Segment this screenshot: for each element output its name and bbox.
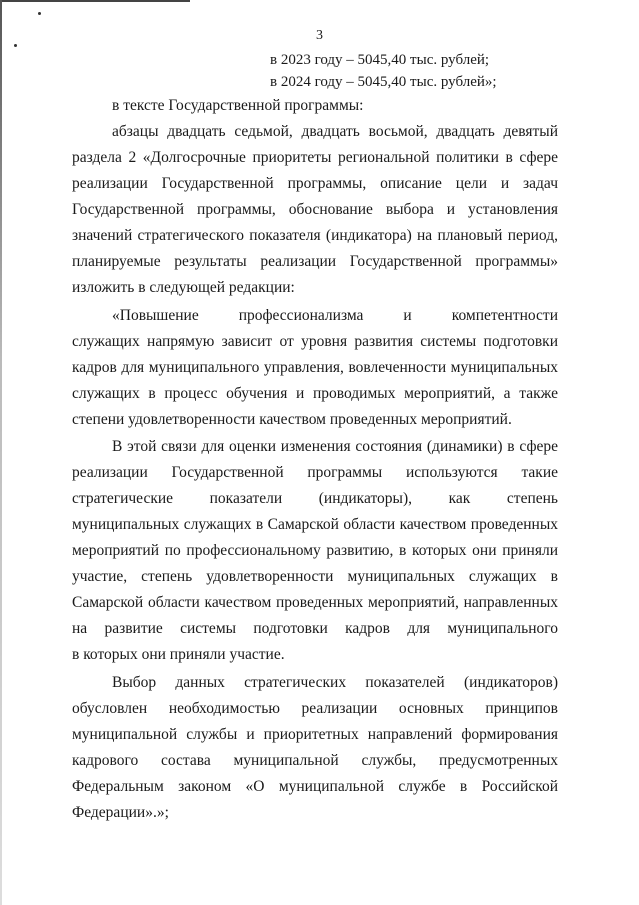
text-line: служащих напрямую зависит от уровня развития системы подготовки [72,333,558,350]
page-number: 3 [316,28,323,43]
text-line: в которых они приняли участие. [72,646,285,663]
scan-artifact-dot [38,12,41,15]
text-line: участие, степень удовлетворенности муниципальных служащих в [72,568,558,585]
text-line: «Повышение профессионализма и компетентности [112,307,558,324]
budget-amount-2023: в 2023 году – 5045,40 тыс. рублей; [270,52,490,68]
text-line: Самарской области качеством проведенных мероприятий, направленных [72,594,558,611]
text-line: Выбор данных стратегических показателей (индикаторов) [112,674,558,691]
text-line: мероприятий по профессиональному развитию, в которых они приняли [72,542,558,559]
text-line: в тексте Государственной программы: [112,97,364,114]
text-line: степени удовлетворенности качеством проведенных мероприятий. [72,411,512,428]
text-line: служащих в процесс обучения и проводимых мероприятий, а также [72,385,558,402]
text-line: муниципальной службы и приоритетных направлений формирования [72,726,558,743]
text-line: изложить в следующей редакции: [72,279,295,296]
scan-artifact-dot [14,44,17,47]
text-line: значений стратегического показателя (индикатора) на плановый период, [72,227,558,244]
scan-artifact-top-edge [0,0,190,2]
text-line: Федерации».»; [72,804,169,821]
text-line: раздела 2 «Долгосрочные приоритеты региональной политики в сфере [72,149,558,166]
text-line: реализации Государственной программы, описание цели и задач [72,175,558,192]
text-line: реализации Государственной программы используются такие [72,464,558,481]
text-line: планируемые результаты реализации Государственной программы» [72,253,558,270]
scan-artifact-left-edge [0,0,2,905]
text-line: на развитие системы подготовки кадров для муниципального [72,620,558,637]
budget-amount-2024: в 2024 году – 5045,40 тыс. рублей»; [270,74,497,90]
text-line: Государственной программы, обоснование выбора и установления [72,201,558,218]
text-line: кадрового состава муниципальной службы, предусмотренных [72,752,558,769]
text-line: кадров для муниципального управления, вовлеченности муниципальных [72,359,558,376]
text-line: В этой связи для оценки изменения состояния (динамики) в сфере [112,438,558,455]
text-line: абзацы двадцать седьмой, двадцать восьмой, двадцать девятый [112,123,558,140]
text-line: обусловлен необходимостью реализации основных принципов [72,700,558,717]
text-line: Федеральным законом «О муниципальной службе в Российской [72,778,558,795]
text-line: муниципальных служащих в Самарской области качеством проведенных [72,516,558,533]
text-line: стратегические показатели (индикаторы), как степень [72,490,558,507]
